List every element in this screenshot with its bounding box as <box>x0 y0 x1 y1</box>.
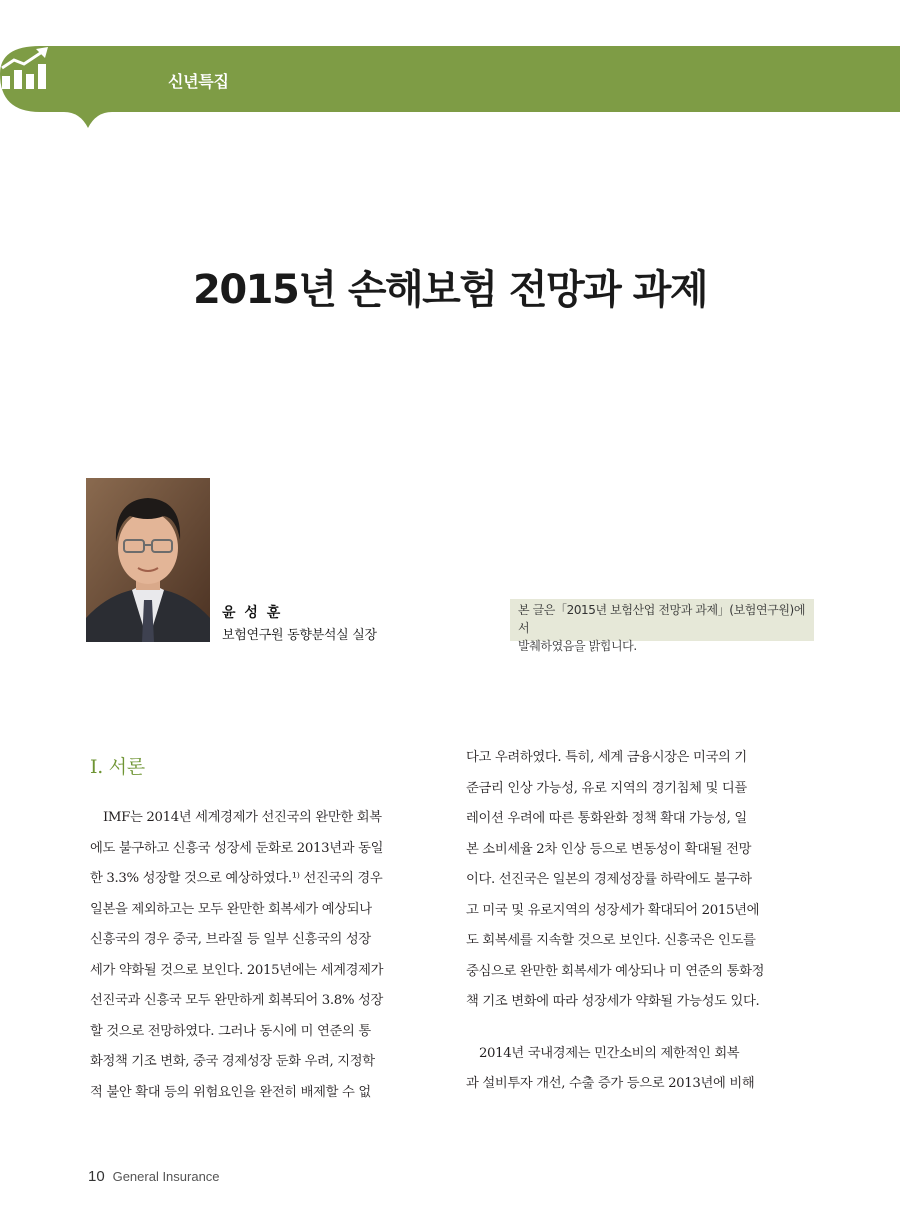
body-line: 도 회복세를 지속할 것으로 보인다. 신흥국은 인도를 <box>466 933 756 948</box>
author-role: 보험연구원 동향분석실 실장 <box>222 628 377 643</box>
body-line: 고 미국 및 유로지역의 성장세가 확대되어 2015년에 <box>466 902 760 918</box>
body-line: 신흥국의 경우 중국, 브라질 등 일부 신흥국의 성장 <box>90 932 371 947</box>
body-line: 중심으로 완만한 회복세가 예상되나 미 연준의 통화정 <box>466 963 765 979</box>
body-line: IMF는 2014년 세계경제가 선진국의 완만한 회복 <box>90 810 382 825</box>
growth-chart-icon <box>0 46 52 90</box>
body-line: 책 기조 변화에 따라 성장세가 약화될 가능성도 있다. <box>466 994 760 1009</box>
body-line: 다고 우려하였다. 특히, 세계 금융시장은 미국의 기 <box>466 750 747 765</box>
source-note <box>510 599 814 653</box>
body-line: 과 설비투자 개선, 수출 증가 등으로 2013년에 비해 <box>466 1076 755 1091</box>
body-line: 세가 약화될 것으로 보인다. 2015년에는 세계경제가 <box>90 962 384 978</box>
body-line: 본 소비세율 2차 인상 등으로 변동성이 확대될 전망 <box>466 841 752 857</box>
source-note-line: 발췌하였음을 밝힙니다. <box>518 639 637 653</box>
body-line: 한 3.3% 성장할 것으로 예상하였다.¹⁾ 선진국의 경우 <box>90 871 383 886</box>
body-line: 할 것으로 전망하였다. 그러나 동시에 미 연준의 통 <box>90 1023 371 1039</box>
body-line: 이다. 선진국은 일본의 경제성장률 하락에도 불구하 <box>466 872 752 887</box>
body-line: 2014년 국내경제는 민간소비의 제한적인 회복 <box>466 1045 740 1061</box>
body-column-left <box>90 803 436 1108</box>
author-photo <box>86 478 210 642</box>
source-note-line: 본 글은「2015년 보험산업 전망과 과제」(보험연구원)에서 <box>518 603 806 635</box>
paragraph-gap <box>466 1018 814 1039</box>
body-line: 선진국과 신흥국 모두 완만하게 회복되어 3.8% 성장 <box>90 993 384 1008</box>
magazine-name: General Insurance <box>112 1169 220 1184</box>
page-number: 10 <box>88 1168 105 1185</box>
body-line: 화정책 기조 변화, 중국 경제성장 둔화 우려, 지정학 <box>90 1054 375 1069</box>
body-line: 적 불안 확대 등의 위험요인을 완전히 배제할 수 없 <box>90 1084 371 1100</box>
page-footer <box>88 1168 220 1185</box>
author-name: 윤 성 훈 <box>222 605 283 621</box>
article-title: 2015년 손해보험 전망과 과제 <box>192 267 707 313</box>
section-banner <box>0 46 900 128</box>
body-line: 일본을 제외하고는 모두 완만한 회복세가 예상되나 <box>90 901 372 917</box>
body-line: 레이션 우려에 따른 통화완화 정책 확대 가능성, 일 <box>466 811 747 826</box>
body-column-right <box>466 743 814 1100</box>
section-heading: Ⅰ. 서론 <box>90 756 145 778</box>
body-line: 준금리 인상 가능성, 유로 지역의 경기침체 및 디플 <box>466 780 747 796</box>
section-label: 신년특집 <box>168 72 229 91</box>
banner-shape <box>0 46 900 128</box>
body-line: 에도 불구하고 신흥국 성장세 둔화로 2013년과 동일 <box>90 840 384 856</box>
